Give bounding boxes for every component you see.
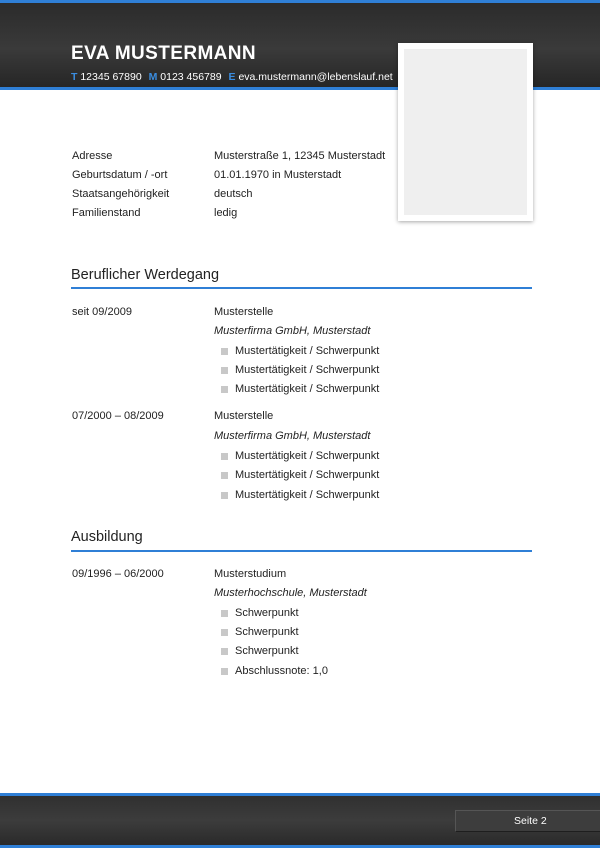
mobile-value: 0123 456789: [160, 71, 222, 83]
bullet-icon: [221, 386, 228, 393]
personal-label: Adresse: [72, 150, 113, 162]
entry-period: 09/1996 – 06/2000: [72, 568, 164, 580]
entry-company: Musterfirma GmbH, Musterstadt: [214, 325, 371, 337]
photo-placeholder: [404, 49, 527, 215]
page-number: Seite 2: [514, 815, 547, 827]
personal-label: Familienstand: [72, 207, 141, 219]
person-name: EVA MUSTERMANN: [71, 43, 257, 64]
entry-company: Musterfirma GmbH, Musterstadt: [214, 430, 371, 442]
personal-value: deutsch: [214, 188, 253, 200]
phone-value: 12345 67890: [80, 71, 142, 83]
entry-period: seit 09/2009: [72, 306, 132, 318]
entry-bullet: Mustertätigkeit / Schwerpunkt: [235, 364, 380, 376]
entry-bullet: Mustertätigkeit / Schwerpunkt: [235, 469, 380, 481]
personal-label: Staatsangehörigkeit: [72, 188, 170, 200]
bullet-icon: [221, 610, 228, 617]
bullet-icon: [221, 367, 228, 374]
entry-bullet: Schwerpunkt: [235, 645, 299, 657]
entry-bullet: Mustertätigkeit / Schwerpunkt: [235, 383, 380, 395]
bullet-icon: [221, 453, 228, 460]
entry-bullet: Mustertätigkeit / Schwerpunkt: [235, 345, 380, 357]
personal-value: 01.01.1970 in Musterstadt: [214, 169, 342, 181]
email-value: eva.mustermann@lebenslauf.net: [238, 71, 393, 83]
entry-bullet: Mustertätigkeit / Schwerpunkt: [235, 489, 380, 501]
section-rule: [71, 287, 532, 289]
entry-period: 07/2000 – 08/2009: [72, 410, 164, 422]
bullet-icon: [221, 348, 228, 355]
personal-value: Musterstraße 1, 12345 Musterstadt: [214, 150, 386, 162]
section-title-career: Beruflicher Werdegang: [71, 267, 220, 283]
bullet-icon: [221, 668, 228, 675]
photo-frame: [398, 43, 533, 221]
entry-bullet: Schwerpunkt: [235, 626, 299, 638]
entry-bullet: Abschlussnote: 1,0: [235, 665, 328, 677]
entry-bullet: Mustertätigkeit / Schwerpunkt: [235, 450, 380, 462]
entry-position: Musterstudium: [214, 568, 287, 580]
mobile-key: M: [148, 71, 158, 83]
email-key: E: [228, 71, 236, 83]
entry-position: Musterstelle: [214, 306, 274, 318]
entry-company: Musterhochschule, Musterstadt: [214, 587, 367, 599]
personal-label: Geburtsdatum / -ort: [72, 169, 168, 181]
phone-key: T: [71, 71, 78, 83]
section-title-education: Ausbildung: [71, 529, 143, 545]
section-rule: [71, 550, 532, 552]
personal-value: ledig: [214, 207, 238, 219]
contact-line: [71, 71, 397, 83]
entry-bullet: Schwerpunkt: [235, 607, 299, 619]
bullet-icon: [221, 648, 228, 655]
bullet-icon: [221, 472, 228, 479]
bullet-icon: [221, 492, 228, 499]
bullet-icon: [221, 629, 228, 636]
entry-position: Musterstelle: [214, 410, 274, 422]
